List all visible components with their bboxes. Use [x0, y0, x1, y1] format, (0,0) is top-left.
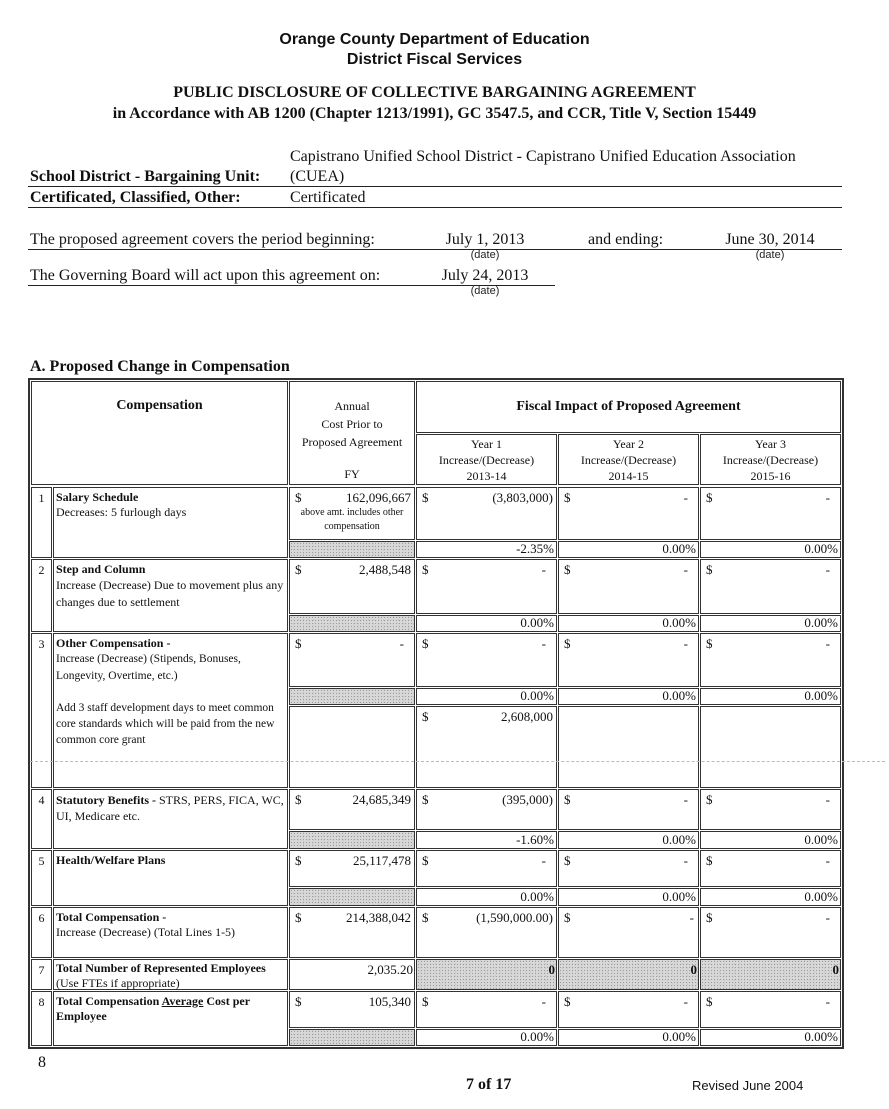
date-caption: (date) — [470, 249, 500, 261]
page-number: 7 of 17 — [466, 1076, 512, 1093]
year2-amount: - — [683, 636, 688, 651]
annual-cost-extra-cell — [289, 706, 415, 788]
row-description: Increase (Decrease) (Stipends, Bonuses, Longevity, Overtime, etc.) — [56, 653, 241, 682]
year1-percent: 0.00% — [520, 688, 554, 703]
row-number: 6 — [38, 911, 45, 925]
row-description: STRS, PERS, FICA, WC, UI, Medicare etc. — [56, 793, 284, 823]
year2-percent: 0.00% — [662, 1029, 696, 1044]
year2-amount: - — [689, 910, 694, 925]
currency-symbol: $ — [422, 636, 429, 651]
row-title: Step and Column — [56, 562, 146, 576]
year1-count-cell — [416, 959, 557, 990]
year3-amount: - — [825, 853, 830, 868]
year1-amount-cell — [416, 487, 557, 540]
currency-symbol: $ — [706, 853, 713, 868]
currency-symbol: $ — [295, 853, 302, 868]
currency-symbol: $ — [422, 910, 429, 925]
year1-amount-cell — [416, 907, 557, 958]
year2-percent-cell — [558, 888, 699, 906]
year3-percent: 0.00% — [804, 1029, 838, 1044]
year1-percent-cell — [416, 831, 557, 849]
row-number: 8 — [38, 995, 45, 1009]
annual-cost-value: 105,340 — [368, 994, 411, 1009]
document-subtitle: in Accordance with AB 1200 (Chapter 1213/1991), GC 3547.5, and CCR, Title V, Section 15449 — [112, 105, 757, 122]
annual-cost-cell — [289, 487, 415, 540]
annual-cost-cell — [289, 559, 415, 614]
row-label-cell — [53, 959, 288, 990]
header-year-2 — [558, 434, 699, 485]
year3-percent: 0.00% — [804, 889, 838, 904]
board-date: July 24, 2013 — [441, 267, 529, 284]
currency-symbol: $ — [422, 709, 429, 724]
header-annual-fy: FY — [344, 467, 360, 481]
section-title: A. Proposed Change in Compensation — [30, 358, 290, 375]
row-description: (Use FTEs if appropriate) — [56, 976, 180, 990]
year2-percent-cell — [558, 831, 699, 849]
year2-percent-cell — [558, 615, 699, 632]
year1-percent-cell — [416, 1029, 557, 1046]
header-year-3 — [700, 434, 841, 485]
header-annual-line2: Cost Prior to — [321, 417, 383, 431]
revised-date: Revised June 2004 — [692, 1078, 804, 1093]
year1-percent-cell — [416, 688, 557, 705]
currency-symbol: $ — [295, 562, 302, 577]
year2-amount-cell — [558, 789, 699, 830]
district-value-line1: Capistrano Unified School District - Capistrano Unified Education Association — [290, 148, 796, 165]
header-year-1 — [416, 434, 557, 485]
year-label: Year 1 — [470, 437, 503, 451]
header-compensation-label: Compensation — [116, 398, 203, 413]
row-label-cell — [53, 789, 288, 849]
year1-percent: 0.00% — [520, 615, 554, 630]
period-start: July 1, 2013 — [445, 231, 525, 248]
year-fy: 2014-15 — [608, 469, 649, 483]
year1-amount: (3,803,000) — [492, 490, 553, 505]
currency-symbol: $ — [422, 490, 429, 505]
year2-percent-cell — [558, 541, 699, 558]
currency-symbol: $ — [706, 792, 713, 807]
row-title-emphasis: Average — [161, 994, 204, 1008]
year3-amount-cell — [700, 907, 841, 958]
annual-cost-cell — [289, 991, 415, 1028]
year3-amount-cell — [700, 559, 841, 614]
stray-page-mark: 8 — [38, 1054, 46, 1071]
header-annual-line1: Annual — [334, 399, 370, 413]
year-fy: 2013-14 — [466, 469, 507, 483]
currency-symbol: $ — [564, 636, 571, 651]
year3-percent: 0.00% — [804, 832, 838, 847]
year3-amount: - — [825, 910, 830, 925]
currency-symbol: $ — [295, 792, 302, 807]
year3-amount: - — [825, 994, 830, 1009]
year1-amount-cell — [416, 559, 557, 614]
year1-amount: (1,590,000.00) — [476, 910, 553, 925]
row-title: Total Compensation — [56, 994, 162, 1008]
row-number-cell — [31, 850, 52, 906]
document-title: PUBLIC DISCLOSURE OF COLLECTIVE BARGAINING AGREEMENT — [173, 84, 696, 101]
shaded-cell — [289, 541, 415, 558]
row-title: Statutory Benefits - — [56, 793, 156, 807]
year2-percent-cell — [558, 688, 699, 705]
year3-amount: - — [825, 636, 830, 651]
year1-percent: -2.35% — [516, 541, 554, 556]
year3-amount-cell — [700, 487, 841, 540]
row-number: 4 — [38, 793, 45, 807]
year2-amount: - — [683, 562, 688, 577]
year3-count-cell — [700, 959, 841, 990]
year3-percent-cell — [700, 615, 841, 632]
currency-symbol: $ — [295, 490, 302, 505]
row-number: 1 — [38, 491, 45, 505]
year1-amount-cell — [416, 850, 557, 887]
year-fy: 2015-16 — [750, 469, 791, 483]
row-label-cell — [53, 487, 288, 558]
period-end: June 30, 2014 — [725, 231, 815, 248]
date-caption: (date) — [470, 285, 500, 297]
year2-amount-cell — [558, 633, 699, 687]
header-annual-cost — [289, 381, 415, 485]
shaded-cell — [289, 688, 415, 705]
annual-cost-cell — [289, 850, 415, 887]
year2-amount: - — [683, 792, 688, 807]
row-number-cell — [31, 487, 52, 558]
year3-amount-cell — [700, 850, 841, 887]
currency-symbol: $ — [564, 562, 571, 577]
row-number: 2 — [38, 563, 45, 577]
header-compensation — [31, 381, 288, 485]
period-end-label: and ending: — [588, 231, 664, 248]
year2-percent: 0.00% — [662, 541, 696, 556]
year-sub: Increase/(Decrease) — [580, 453, 677, 467]
year3-percent: 0.00% — [804, 615, 838, 630]
annual-cost-cell — [289, 633, 415, 687]
year3-percent-cell — [700, 1029, 841, 1046]
currency-symbol: $ — [706, 636, 713, 651]
type-value: Certificated — [290, 189, 366, 206]
year1-percent: 0.00% — [520, 1029, 554, 1044]
currency-symbol: $ — [564, 792, 571, 807]
row-number: 7 — [38, 963, 45, 977]
row-label-cell — [53, 633, 288, 788]
divider — [28, 186, 842, 187]
year1-percent: -1.60% — [516, 832, 554, 847]
row-description: Increase (Decrease) Due to movement plus any changes due to settlement — [56, 578, 284, 609]
year1-amount: - — [541, 994, 546, 1009]
annual-cost-value: - — [399, 636, 404, 651]
row-title: Total Number of Represented Employees — [56, 961, 266, 975]
year-label: Year 2 — [612, 437, 645, 451]
year2-percent-cell — [558, 1029, 699, 1046]
header-fiscal-impact-label: Fiscal Impact of Proposed Agreement — [516, 399, 741, 414]
year2-amount-cell — [558, 991, 699, 1028]
row-description: Decreases: 5 furlough days — [56, 505, 187, 519]
row-number-cell — [31, 959, 52, 990]
year2-amount-cell — [558, 907, 699, 958]
year1-amount: - — [541, 853, 546, 868]
period-label: The proposed agreement covers the period beginning: — [30, 231, 375, 248]
year2-count: 0 — [690, 962, 697, 977]
year1-percent-cell — [416, 541, 557, 558]
currency-symbol: $ — [706, 562, 713, 577]
shaded-cell — [289, 1029, 415, 1046]
year-label: Year 3 — [754, 437, 787, 451]
row-title: Total Compensation - — [56, 910, 167, 924]
shaded-cell — [289, 831, 415, 849]
org-title: Orange County Department of Education — [279, 31, 590, 48]
district-label: School District - Bargaining Unit: — [30, 168, 261, 185]
currency-symbol: $ — [295, 636, 302, 651]
currency-symbol: $ — [295, 910, 302, 925]
row-number: 3 — [38, 637, 45, 651]
annual-cost-value: 25,117,478 — [352, 853, 411, 868]
year1-amount: - — [541, 636, 546, 651]
annual-cost-cell — [289, 789, 415, 830]
annual-cost-value: 24,685,349 — [352, 792, 411, 807]
year1-amount-cell — [416, 789, 557, 830]
year3-amount-cell — [700, 991, 841, 1028]
year2-amount: - — [683, 853, 688, 868]
row-label-cell — [53, 559, 288, 632]
year1-amount: (395,000) — [502, 792, 553, 807]
district-value-line2: (CUEA) — [290, 168, 345, 185]
year3-extra-cell — [700, 706, 841, 788]
year2-amount: - — [683, 490, 688, 505]
row-title: Other Compensation - — [56, 636, 171, 650]
shaded-cell — [289, 888, 415, 906]
row-number: 5 — [38, 854, 45, 868]
row-title: Health/Welfare Plans — [56, 853, 166, 867]
year2-percent: 0.00% — [662, 889, 696, 904]
currency-symbol: $ — [295, 994, 302, 1009]
currency-symbol: $ — [706, 994, 713, 1009]
annual-cost-value: 214,388,042 — [346, 910, 411, 925]
year1-percent-cell — [416, 888, 557, 906]
row-label-cell — [53, 907, 288, 958]
year2-amount: - — [683, 994, 688, 1009]
row-number-cell — [31, 991, 52, 1046]
year3-amount: - — [825, 562, 830, 577]
annual-cost-value: 2,488,548 — [359, 562, 411, 577]
employee-count-cell — [289, 959, 415, 990]
currency-symbol: $ — [422, 792, 429, 807]
year1-amount-cell — [416, 991, 557, 1028]
year3-amount: - — [825, 792, 830, 807]
currency-symbol: $ — [422, 994, 429, 1009]
row-label-cell — [53, 850, 288, 906]
currency-symbol: $ — [564, 910, 571, 925]
currency-symbol: $ — [706, 910, 713, 925]
year1-extra-cell — [416, 706, 557, 788]
year3-percent: 0.00% — [804, 688, 838, 703]
row-description: Increase (Decrease) (Total Lines 1-5) — [56, 925, 236, 939]
currency-symbol: $ — [422, 562, 429, 577]
year2-amount-cell — [558, 850, 699, 887]
year3-amount: - — [825, 490, 830, 505]
year3-percent-cell — [700, 831, 841, 849]
year1-percent: 0.00% — [520, 889, 554, 904]
year3-percent-cell — [700, 541, 841, 558]
year2-amount-cell — [558, 559, 699, 614]
currency-symbol: $ — [706, 490, 713, 505]
row-extra-description: Add 3 staff development days to meet common core standards which will be paid from the new common core grant — [56, 702, 275, 746]
row-title: Cost per Employee — [56, 994, 250, 1023]
year2-count-cell — [558, 959, 699, 990]
row-number-cell — [31, 907, 52, 958]
year3-count: 0 — [832, 962, 839, 977]
year-sub: Increase/(Decrease) — [722, 453, 819, 467]
year3-percent-cell — [700, 688, 841, 705]
year3-percent: 0.00% — [804, 541, 838, 556]
currency-symbol: $ — [564, 490, 571, 505]
year2-percent: 0.00% — [662, 615, 696, 630]
year1-count: 0 — [548, 962, 555, 977]
row-title: Salary Schedule — [56, 490, 139, 504]
row-number-cell — [31, 633, 52, 788]
currency-symbol: $ — [422, 853, 429, 868]
year1-amount: - — [541, 562, 546, 577]
annual-cost-cell — [289, 907, 415, 958]
org-subtitle: District Fiscal Services — [346, 51, 523, 68]
year3-amount-cell — [700, 633, 841, 687]
annual-cost-note: above amt. includes other compensation — [300, 507, 404, 532]
year2-amount-cell — [558, 487, 699, 540]
currency-symbol: $ — [564, 994, 571, 1009]
header-fiscal-impact — [416, 381, 841, 433]
header-annual-line3: Proposed Agreement — [301, 435, 403, 449]
row-label-cell — [53, 991, 288, 1046]
year1-extra-amount: 2,608,000 — [501, 709, 553, 724]
board-label: The Governing Board will act upon this agreement on: — [30, 267, 381, 284]
year1-percent-cell — [416, 615, 557, 632]
year2-extra-cell — [558, 706, 699, 788]
divider — [28, 207, 842, 208]
row-number-cell — [31, 789, 52, 849]
currency-symbol: $ — [564, 853, 571, 868]
year3-amount-cell — [700, 789, 841, 830]
year3-percent-cell — [700, 888, 841, 906]
date-caption: (date) — [755, 249, 785, 261]
annual-cost-value: 162,096,667 — [346, 490, 411, 505]
year2-percent: 0.00% — [662, 832, 696, 847]
shaded-cell — [289, 615, 415, 632]
row-number-cell — [31, 559, 52, 632]
year2-percent: 0.00% — [662, 688, 696, 703]
year-sub: Increase/(Decrease) — [438, 453, 535, 467]
employee-count-value: 2,035.20 — [367, 962, 413, 977]
type-label: Certificated, Classified, Other: — [30, 189, 241, 206]
scan-artifact-line — [30, 761, 885, 762]
year1-amount-cell — [416, 633, 557, 687]
